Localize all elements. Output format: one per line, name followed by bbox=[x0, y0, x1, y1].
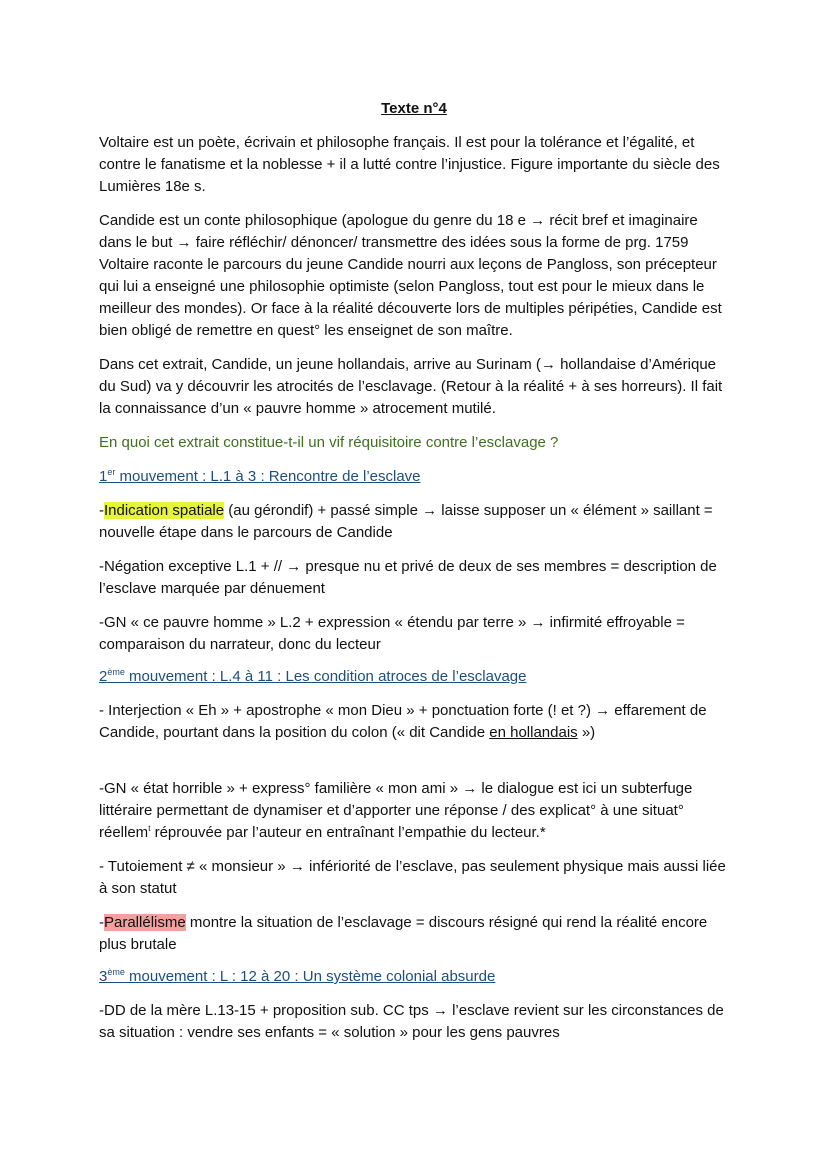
bullet-dash: - bbox=[99, 914, 104, 931]
point-text: - Interjection « Eh » + apostrophe « mon Dieu » + ponctuation forte (! et ?) → effarement de Candide, pourtant dans la position du colon (« dit Candide bbox=[99, 702, 707, 741]
abbrev-sup: t bbox=[148, 824, 151, 833]
intro-paragraph-extract: Dans cet extrait, Candide, un jeune hollandais, arrive au Surinam (→ hollandaise d’Amérique du Sud) va y découvrir les atrocités de l’esclavage. (Retour à la réalité + à ses horreurs). Il fait la connaissance d’un « pauvre homme » atrocement mutilé. bbox=[99, 356, 723, 417]
document-body bbox=[99, 132, 731, 1056]
movement-2-heading bbox=[99, 666, 731, 688]
problematic-question: En quoi cet extrait constitue-t-il un vif réquisitoire contre l’esclavage ? bbox=[99, 434, 559, 451]
intro-paragraph-author: Voltaire est un poète, écrivain et philosophe français. Il est pour la tolérance et l’égalité, et contre le fanatisme et la noblesse + il a lutté contre l’injustice. Figure importante du siècle des Lumières 18e s. bbox=[99, 134, 720, 195]
movement-1-number: 1 bbox=[99, 468, 108, 485]
point-text: -GN « état horrible » + express° familière « mon ami » → le dialogue est ici un subterfuge littéraire permettant de dynamiser et d’apporter une réponse / des explicat° à une situat° réellem bbox=[99, 780, 693, 841]
point-text-end: ») bbox=[577, 724, 596, 741]
movement-2-point-tutoiement: - Tutoiement ≠ « monsieur » → infériorité de l’esclave, pas seulement physique mais aussi liée à son statut bbox=[99, 858, 726, 897]
highlight-parallelisme: Parallélisme bbox=[104, 914, 186, 931]
movement-1-point-gn: -GN « ce pauvre homme » L.2 + expression « étendu par terre » → infirmité effroyable = comparaison du narrateur, donc du lecteur bbox=[99, 614, 685, 653]
movement-3-number: 3 bbox=[99, 968, 108, 985]
movement-3-sup: ème bbox=[107, 967, 125, 977]
point-text-end: réprouvée par l’auteur en entraînant l’empathie du lecteur.* bbox=[150, 824, 546, 841]
highlight-indication-spatiale: Indication spatiale bbox=[104, 502, 225, 519]
bullet-dash: - bbox=[99, 502, 104, 519]
underlined-en-hollandais: en hollandais bbox=[489, 724, 578, 741]
movement-3-title: mouvement : L : 12 à 20 : Un système colonial absurde bbox=[124, 968, 496, 985]
movement-3-point-dd: -DD de la mère L.13-15 + proposition sub. CC tps → l’esclave revient sur les circonstances de sa situation : vendre ses enfants = « solution » pour les gens pauvres bbox=[99, 1002, 724, 1041]
movement-1-heading bbox=[99, 466, 731, 488]
document-title: Texte n°4 bbox=[381, 100, 447, 117]
point-text: montre la situation de l’esclavage = discours résigné qui rend la réalité encore plus brutale bbox=[99, 914, 708, 953]
movement-1-point-negation: -Négation exceptive L.1 + // → presque nu et privé de deux de ses membres = description de l’esclave marquée par dénuement bbox=[99, 558, 717, 597]
movement-1-sup: er bbox=[107, 467, 116, 477]
movement-2-number: 2 bbox=[99, 668, 108, 685]
movement-1-point-spatial bbox=[99, 500, 731, 544]
movement-1-title: mouvement : L.1 à 3 : Rencontre de l’esclave bbox=[115, 468, 421, 485]
movement-2-sup: ème bbox=[107, 667, 125, 677]
movement-2-title: mouvement : L.4 à 11 : Les condition atroces de l’esclavage bbox=[124, 668, 527, 685]
movement-3-heading bbox=[99, 966, 731, 988]
intro-paragraph-candide: Candide est un conte philosophique (apologue du genre du 18 e → récit bref et imaginaire dans le but → faire réfléchir/ dénoncer/ transmettre des idées sous la forme de prg. 1759 Voltaire raconte le parcours du jeune Candide nourri aux leçons de Pangloss, son précepteur qui lui a enseigné une philosophie optimiste (selon Pangloss, tout est pour le mieux dans le meilleur des mondes). Or face à la réalité découverte lors de multiples péripéties, Candide est bien obligé de remettre en quest° les enseignet de son maître. bbox=[99, 212, 722, 339]
movement-2-point-parallelisme bbox=[99, 912, 731, 956]
movement-2-point-etat-horrible bbox=[99, 778, 731, 844]
movement-2-point-interjection bbox=[99, 700, 731, 744]
point-text: (au gérondif) + passé simple → laisse supposer un « élément » saillant = nouvelle étape dans le parcours de Candide bbox=[99, 502, 713, 541]
blank-line bbox=[99, 756, 731, 778]
